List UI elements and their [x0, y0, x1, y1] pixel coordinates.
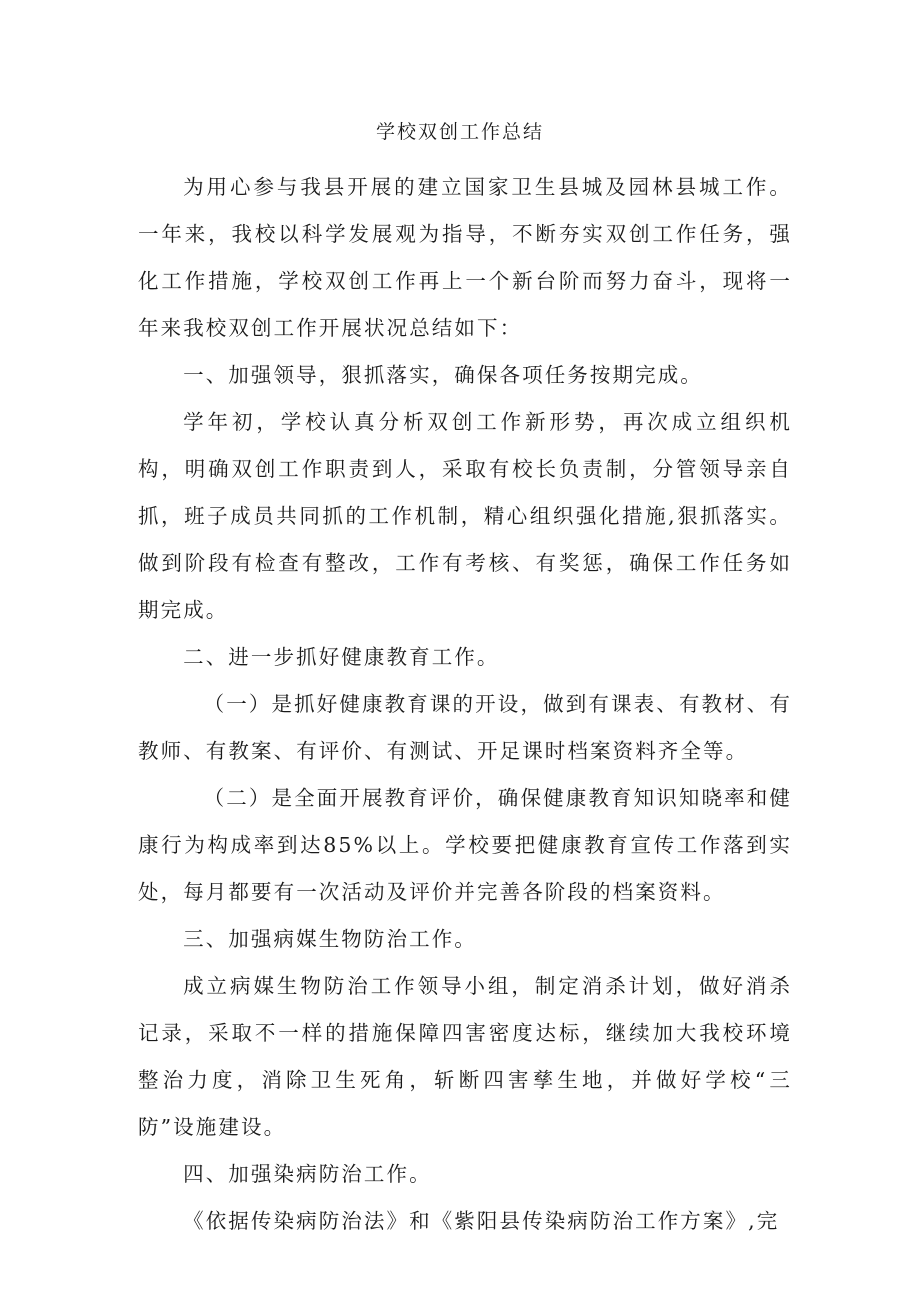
- document-body: [138, 164, 792, 1245]
- paragraph-section-1: 学年初，学校认真分析双创工作新形势，再次成立组织机构，明确双创工作职责到人，采取有校长负责制，分管领导亲自抓，班子成员共同抓的工作机制，精心组织强化措施,狠抓落实。做到阶段有检查有整改，工作有考核、有奖惩，确保工作任务如期完成。: [138, 410, 792, 622]
- paragraph-section-3: 成立病媒生物防治工作领导小组，制定消杀计划，做好消杀记录，采取不一样的措施保障四害密度达标，继续加大我校环境整治力度，消除卫生死角，斩断四害孳生地，并做好学校“三防”设施建设。: [138, 974, 792, 1139]
- paragraph-section-2-item-1: （一）是抓好健康教育课的开设，做到有课表、有教材、有教师、有教案、有评价、有测试、开足课时档案资料齐全等。: [138, 692, 792, 763]
- heading-section-2: 二、进一步抓好健康教育工作。: [183, 645, 500, 669]
- document-title: 学校双创工作总结: [375, 121, 544, 143]
- paragraph-section-4: 《依据传染病防治法》和《紫阳县传染病防治工作方案》,完: [183, 1209, 780, 1233]
- heading-section-4: 四、加强染病防治工作。: [183, 1162, 432, 1186]
- paragraph-intro: 为用心参与我县开展的建立国家卫生县城及园林县城工作。一年来，我校以科学发展观为指导，不断夯实双创工作任务，强化工作措施，学校双创工作再上一个新台阶而努力奋斗，现将一年来我校双创工作开展状况总结如下：: [138, 175, 792, 340]
- paragraph-section-2-item-2: （二）是全面开展教育评价，确保健康教育知识知晓率和健康行为构成率到达85%以上。学校要把健康教育宣传工作落到实处，每月都要有一次活动及评价并完善各阶段的档案资料。: [138, 786, 792, 904]
- heading-section-1: 一、加强领导，狠抓落实，确保各项任务按期完成。: [183, 363, 703, 387]
- heading-section-3: 三、加强病媒生物防治工作。: [183, 927, 477, 951]
